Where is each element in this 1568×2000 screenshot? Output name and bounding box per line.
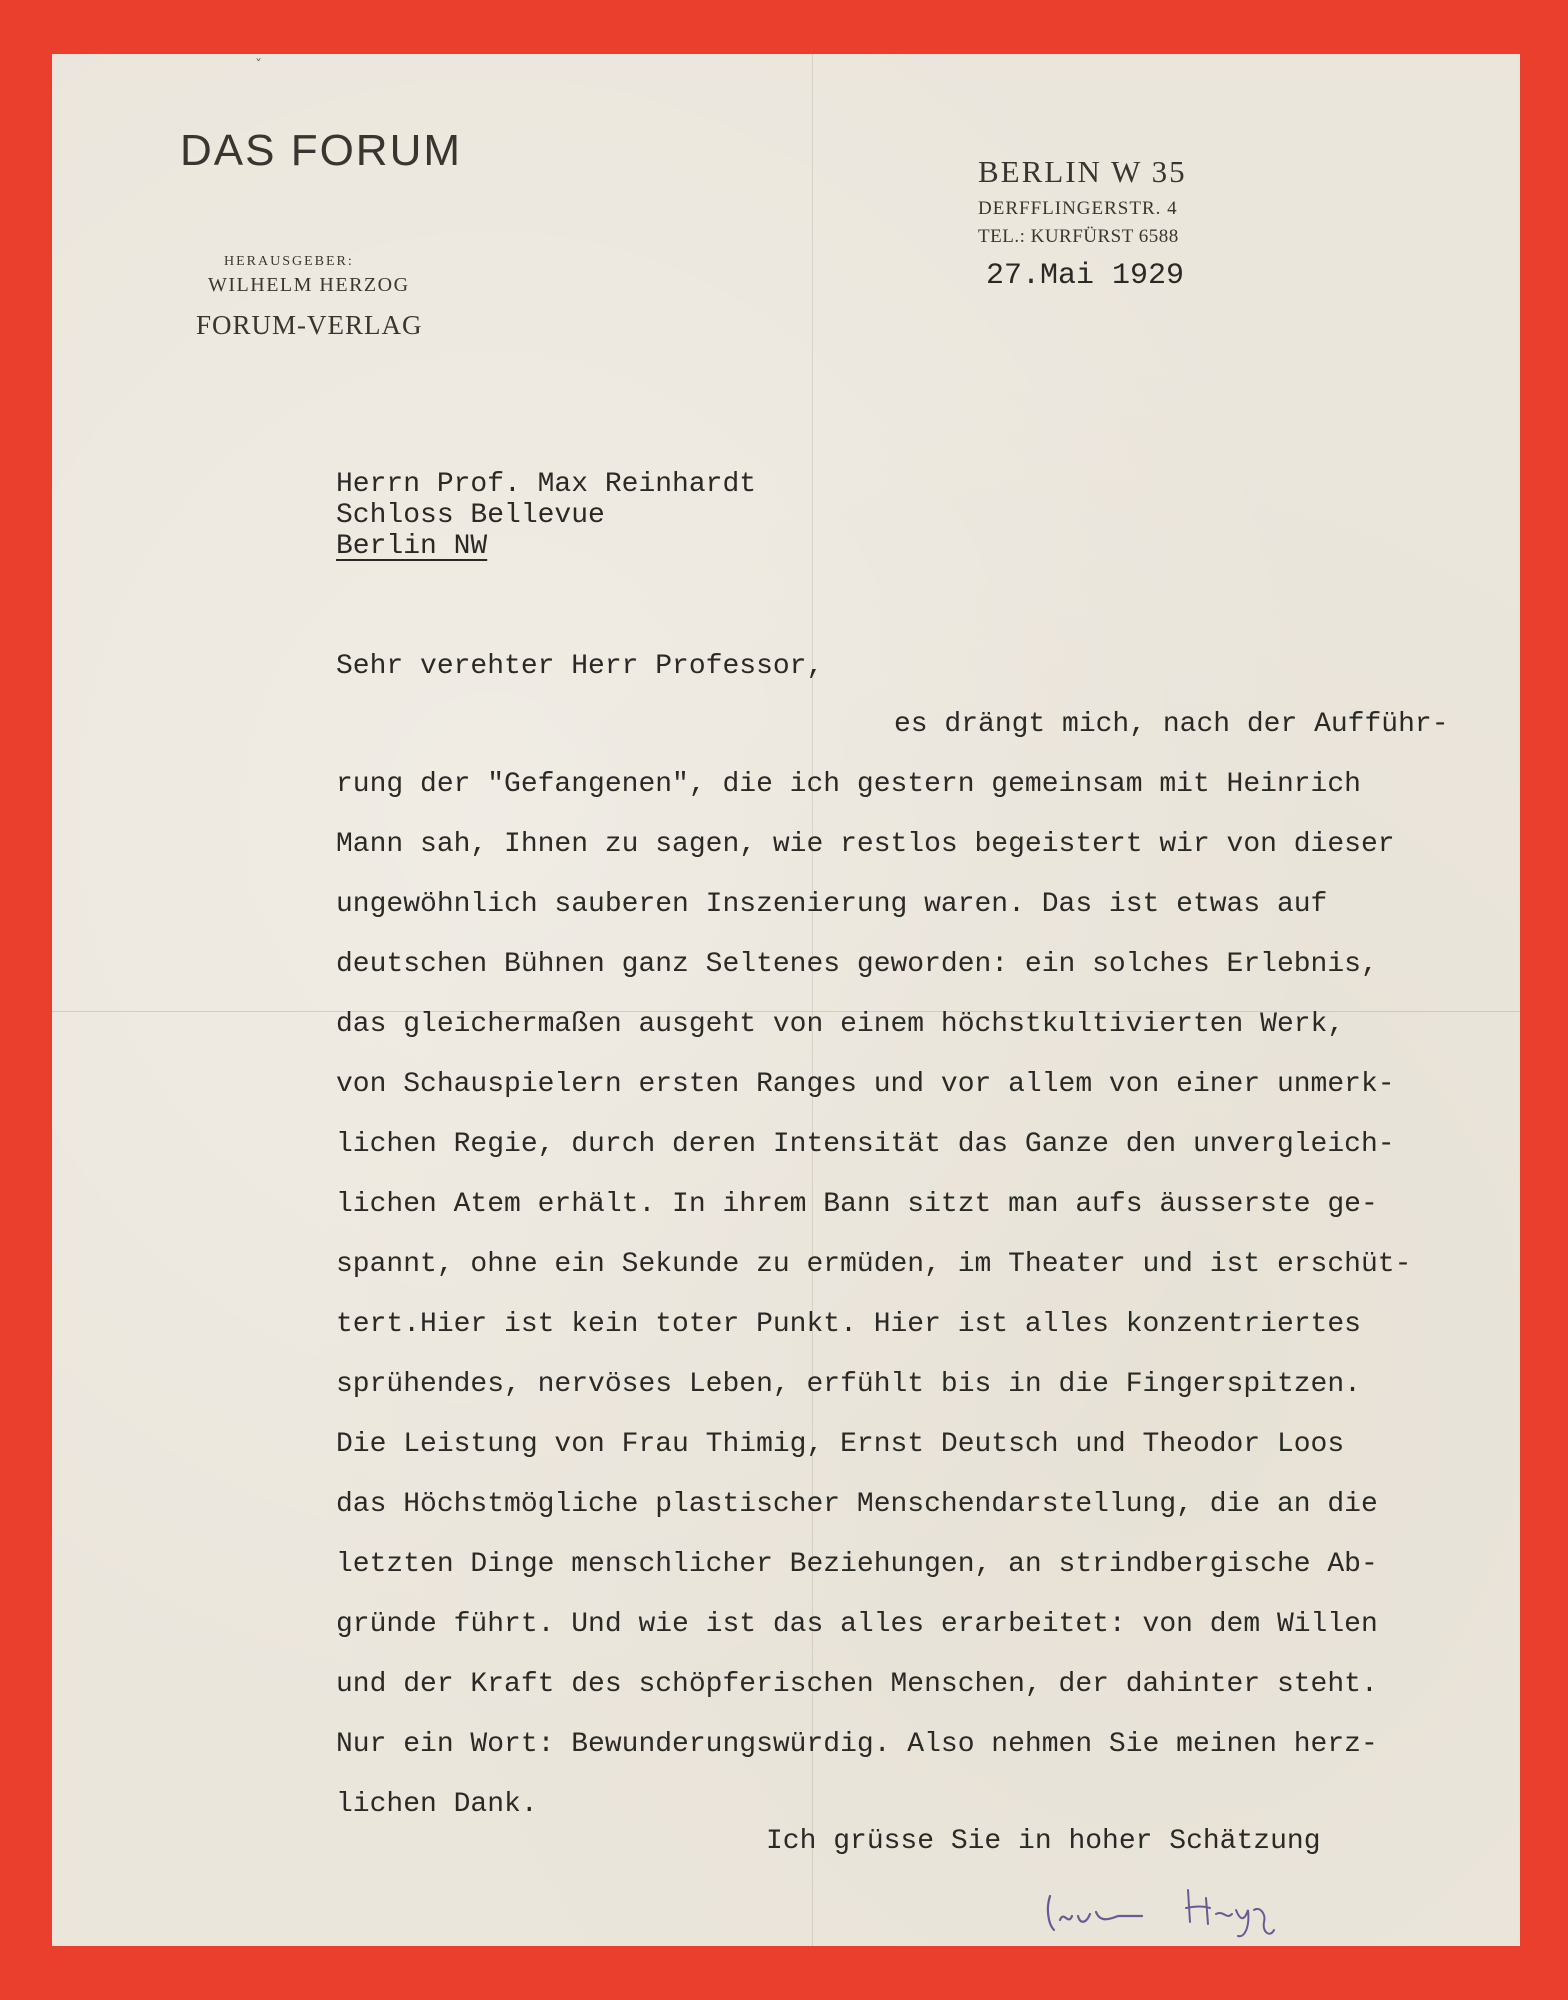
body-line: lichen Regie, durch deren Intensität das Ganze den unvergleich-: [336, 1129, 1395, 1160]
letterhead-title: DAS FORUM: [180, 126, 462, 175]
body-line: tert.Hier ist kein toter Punkt. Hier ist alles konzentriertes: [336, 1309, 1361, 1340]
letter-date: 27.Mai 1929: [986, 259, 1185, 293]
letter-paper: [52, 54, 1520, 1946]
body-line: spannt, ohne ein Sekunde zu ermüden, im Theater und ist erschüt-: [336, 1249, 1412, 1280]
body-line: gründe führt. Und wie ist das alles erarbeitet: von dem Willen: [336, 1609, 1378, 1640]
sender-city: BERLIN W 35: [978, 154, 1187, 189]
pin-mark-icon: ˇ: [255, 58, 262, 74]
body-line: es drängt mich, nach der Aufführ-: [894, 709, 1449, 740]
body-line: sprühendes, nervöses Leben, erfühlt bis in die Fingerspitzen.: [336, 1369, 1361, 1400]
publisher-name: FORUM-VERLAG: [196, 310, 423, 340]
body-line: rung der "Gefangenen", die ich gestern gemeinsam mit Heinrich: [336, 769, 1361, 800]
body-line: ungewöhnlich sauberen Inszenierung waren. Das ist etwas auf: [336, 889, 1328, 920]
body-line: und der Kraft des schöpferischen Menschen, der dahinter steht.: [336, 1669, 1378, 1700]
body-line: von Schauspielern ersten Ranges und vor allem von einer unmerk-: [336, 1069, 1395, 1100]
body-line: Mann sah, Ihnen zu sagen, wie restlos begeistert wir von dieser: [336, 829, 1395, 860]
body-line: das Höchstmögliche plastischer Menschendarstellung, die an die: [336, 1489, 1378, 1520]
recipient-city: Berlin NW: [336, 531, 488, 562]
sender-street: DERFFLINGERSTR. 4: [978, 198, 1178, 219]
editor-label: HERAUSGEBER:: [224, 254, 354, 269]
closing-line: Ich grüsse Sie in hoher Schätzung: [766, 1826, 1321, 1857]
salutation: Sehr verehter Herr Professor,: [336, 651, 824, 682]
body-line: Nur ein Wort: Bewunderungswürdig. Also nehmen Sie meinen herz-: [336, 1729, 1378, 1760]
recipient-name: Herrn Prof. Max Reinhardt: [336, 469, 757, 500]
editor-name: WILHELM HERZOG: [208, 274, 410, 296]
body-line: deutschen Bühnen ganz Seltenes geworden: ein solches Erlebnis,: [336, 949, 1378, 980]
vertical-fold-line: [812, 54, 813, 1946]
body-line: das gleichermaßen ausgeht von einem höchstkultivierten Werk,: [336, 1009, 1345, 1040]
recipient-street: Schloss Bellevue: [336, 500, 605, 531]
sender-telephone: TEL.: KURFÜRST 6588: [978, 226, 1179, 247]
body-line: Die Leistung von Frau Thimig, Ernst Deutsch und Theodor Loos: [336, 1429, 1345, 1460]
body-line: letzten Dinge menschlicher Beziehungen, an strindbergische Ab-: [336, 1549, 1378, 1580]
body-line: lichen Dank.: [336, 1789, 538, 1820]
handwritten-signature: [1038, 1880, 1288, 1940]
body-line: lichen Atem erhält. In ihrem Bann sitzt man aufs äusserste ge-: [336, 1189, 1378, 1220]
